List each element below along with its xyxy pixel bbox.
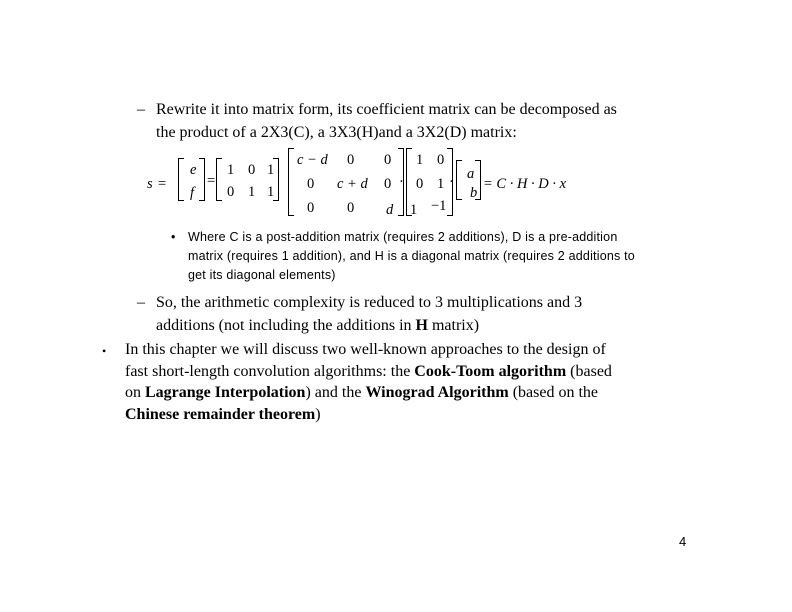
eq-equals-2: = [207,173,216,189]
complexity-h-bold: H [415,317,428,334]
h-1-3: 0 [384,152,392,168]
complexity-text: additions (not including the additions in [156,317,416,334]
eq-rhs: = C · H · D · x [483,176,567,192]
intro-line-1: Rewrite it into matrix form, its coefficient matrix can be decomposed as [156,101,617,118]
h-2-3: 0 [384,176,392,192]
d-2-1: 0 [416,176,424,192]
x-right-bracket [475,160,481,200]
chapter-line-2 [125,361,612,383]
chapter-bullet: • [102,344,107,358]
eq-s: s [147,176,153,192]
chapter-line-4 [125,404,321,426]
h-2-1: 0 [307,176,315,192]
winograd-bold: Winograd Algorithm [365,384,509,401]
x-b: b [470,185,478,201]
eq-equals-1: = [158,176,167,192]
where-line-1: Where C is a post-addition matrix (requires 2 additions), D is a pre-addition [188,230,618,244]
h-left-bracket [288,148,294,216]
eq-dot-1: · [399,174,404,190]
chapter-text: fast short-length convolution algorithms: the [125,363,415,380]
chapter-text: (based [566,363,612,380]
where-bullet: • [171,230,176,244]
page-number: 4 [679,534,687,549]
h-1-1: c − d [297,152,328,168]
chapter-text: ) and the [305,384,366,401]
d-3-2: −1 [431,198,447,214]
intro-line-2: the product of a 2X3(C), a 3X3(H)and a 3X2(D) matrix: [156,124,517,141]
cook-toom-bold: Cook-Toom algorithm [414,363,567,380]
chapter-text: ) [315,406,321,423]
lagrange-bold: Lagrange Interpolation [145,384,306,401]
h-1-2: 0 [347,152,355,168]
eq-dot-2: · [449,174,454,190]
c-1-2: 0 [248,162,256,178]
chapter-line-1: In this chapter we will discuss two well-known approaches to the design of [125,341,606,358]
d-2-2: 1 [437,176,445,192]
h-3-1: 0 [307,200,315,216]
vec-e: e [190,162,197,178]
vec-f: f [190,185,195,201]
d-1-1: 1 [416,152,424,168]
complexity-line-1: So, the arithmetic complexity is reduced to 3 multiplications and 3 [156,294,583,311]
h-2-2: c + d [337,176,368,192]
complexity-dash: – [137,294,145,311]
vec-right-bracket [199,158,205,201]
d-1-2: 0 [437,152,445,168]
chapter-line-3 [125,382,598,404]
c-2-2: 1 [248,184,256,200]
intro-dash: – [137,101,145,118]
c-left-bracket [216,158,222,201]
crt-bold: Chinese remainder theorem [125,406,316,423]
c-1-1: 1 [227,162,235,178]
chapter-text: on [125,384,145,401]
complexity-text-end: matrix) [427,317,480,334]
c-right-bracket [273,158,279,201]
where-line-2: matrix (requires 1 addition), and H is a diagonal matrix (requires 2 additions to [188,249,635,263]
chapter-text: (based on the [508,384,599,401]
c-2-1: 0 [227,184,235,200]
x-left-bracket [456,160,462,200]
h-3-3: d [386,202,394,218]
complexity-line-2 [156,315,479,337]
h-3-2: 0 [347,200,355,216]
where-line-3: get its diagonal elements) [188,268,336,282]
c-1-3: 1 [267,162,275,178]
x-a: a [467,166,475,182]
d-3-1: 1 [410,202,418,218]
vec-left-bracket [178,158,184,201]
c-2-3: 1 [267,184,275,200]
